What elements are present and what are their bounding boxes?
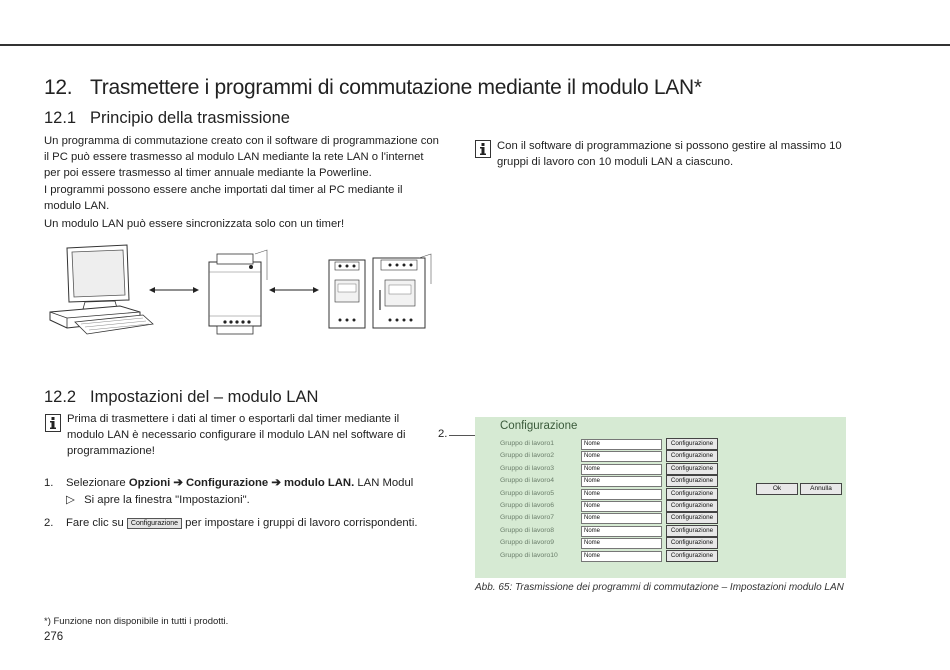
lan-module-icon xyxy=(209,250,267,334)
cancel-button[interactable]: Annulla xyxy=(800,483,842,495)
workgroup-row xyxy=(500,513,740,525)
workgroup-name-input[interactable]: Nome xyxy=(581,439,662,450)
configurazione-button[interactable]: Configurazione xyxy=(666,537,718,549)
workgroup-label: Gruppo di lavoro5 xyxy=(500,489,555,497)
workgroup-label: Gruppo di lavoro7 xyxy=(500,514,555,522)
step-prefix: Selezionare xyxy=(66,477,129,489)
step-prefix-2: Fare clic su xyxy=(66,517,127,529)
workgroup-row xyxy=(500,501,740,513)
workgroup-row xyxy=(500,551,740,563)
result-marker-icon: ▷ xyxy=(66,494,75,506)
panel-title: Configurazione xyxy=(500,420,578,432)
timer-icon xyxy=(329,254,431,328)
workgroup-label: Gruppo di lavoro10 xyxy=(500,551,558,559)
arrow-icon-2: ➔ xyxy=(268,477,284,489)
chapter-title: Trasmettere i programmi di commutazione mediante il modulo LAN* xyxy=(90,76,702,99)
info-icon xyxy=(475,140,491,158)
step-suffix-2: per impostare i gruppi di lavoro corrispondenti. xyxy=(182,517,418,529)
info-icon-2 xyxy=(45,414,61,432)
menu-configurazione: Configurazione xyxy=(185,477,269,489)
workgroup-row xyxy=(500,489,740,501)
workgroup-name-input[interactable]: Nome xyxy=(581,501,662,512)
section-number-2: 12.2 xyxy=(44,388,77,406)
step-number-2: 2. xyxy=(44,517,54,529)
configurazione-button[interactable]: Configurazione xyxy=(666,450,718,462)
step-1 xyxy=(44,475,424,509)
paragraph-2: I programmi possono essere anche importati dal timer al PC mediante il modulo LAN. xyxy=(44,184,403,212)
workgroup-label: Gruppo di lavoro8 xyxy=(500,526,555,534)
info-note-2: Prima di trasmettere i dati al timer o esportarli dal timer mediante il modulo LAN è necessario configurare il modulo LAN nel software di programmazione! xyxy=(67,413,406,457)
workgroup-name-input[interactable]: Nome xyxy=(581,538,662,549)
page-number: 276 xyxy=(44,631,64,643)
double-arrow-icon xyxy=(149,287,199,293)
step-text xyxy=(66,475,413,491)
configurazione-button[interactable]: Configurazione xyxy=(666,438,718,450)
arrow-icon: ➔ xyxy=(170,477,186,489)
footnote: *) Funzione non disponibile in tutti i prodotti. xyxy=(44,616,229,627)
workgroup-row xyxy=(500,538,740,550)
top-rule xyxy=(0,44,950,46)
callout-label: 2. xyxy=(438,428,448,440)
step-number: 1. xyxy=(44,477,54,489)
configuration-panel xyxy=(475,417,846,578)
workgroup-label: Gruppo di lavoro6 xyxy=(500,502,555,509)
workgroup-row xyxy=(500,464,740,476)
workgroup-name-input[interactable]: Nome xyxy=(581,489,662,500)
menu-modulo-lan: modulo LAN. xyxy=(283,477,355,489)
workgroup-name-input[interactable]: Nome xyxy=(581,476,662,487)
section-title-2: Impostazioni del – modulo LAN xyxy=(90,388,319,406)
section-heading-12-2 xyxy=(44,388,318,407)
step-suffix: LAN Modul xyxy=(354,477,414,489)
step-result xyxy=(66,492,250,508)
workgroup-label: Gruppo di lavoro4 xyxy=(500,477,555,485)
section-title: Principio della trasmissione xyxy=(90,109,290,127)
workgroup-label: Gruppo di lavoro1 xyxy=(500,440,555,447)
workgroup-row xyxy=(500,439,740,451)
configurazione-button[interactable]: Configurazione xyxy=(666,475,718,487)
workgroup-name-input[interactable]: Nome xyxy=(581,551,662,562)
configurazione-button[interactable]: Configurazione xyxy=(666,512,718,524)
section-number: 12.1 xyxy=(44,109,77,127)
transmission-illustration xyxy=(45,240,435,340)
ok-button[interactable]: Ok xyxy=(756,483,798,495)
figure-caption: Abb. 65: Trasmissione dei programmi di commutazione – Impostazioni modulo LAN xyxy=(475,582,844,593)
workgroup-label: Gruppo di lavoro3 xyxy=(500,464,555,472)
paragraph-1: Un programma di commutazione creato con il software di programmazione con il PC può essere trasmesso al modulo LAN mediante la rete LAN o l'internet per poi essere trasmesso al timer annuale mediante la Powerline. xyxy=(44,135,439,179)
step-text-2 xyxy=(66,515,417,531)
info-note-1: Con il software di programmazione si possono gestire al massimo 10 gruppi di lavoro con 10 moduli LAN a ciascuno. xyxy=(497,140,842,168)
workgroup-row xyxy=(500,451,740,463)
workgroup-name-input[interactable]: Nome xyxy=(581,513,662,524)
configurazione-button[interactable]: Configurazione xyxy=(666,550,718,562)
chapter-number: 12. xyxy=(44,76,73,99)
double-arrow-icon-2 xyxy=(269,287,319,293)
chapter-heading xyxy=(44,76,702,100)
step-2 xyxy=(44,515,424,531)
workgroup-row xyxy=(500,526,740,538)
workgroup-row xyxy=(500,476,740,488)
workgroup-label: Gruppo di lavoro9 xyxy=(500,539,555,547)
configurazione-button[interactable]: Configurazione xyxy=(666,500,718,512)
result-text: Si apre la finestra "Impostazioni". xyxy=(84,494,250,506)
computer-icon xyxy=(50,245,153,334)
paragraph-3: Un modulo LAN può essere sincronizzata solo con un timer! xyxy=(44,218,345,230)
workgroup-name-input[interactable]: Nome xyxy=(581,464,662,475)
configurazione-button[interactable]: Configurazione xyxy=(666,525,718,537)
workgroup-name-input[interactable]: Nome xyxy=(581,451,662,462)
configurazione-button[interactable]: Configurazione xyxy=(666,463,718,475)
workgroup-name-input[interactable]: Nome xyxy=(581,526,662,537)
section-heading-12-1 xyxy=(44,109,290,128)
workgroup-label: Gruppo di lavoro2 xyxy=(500,452,555,460)
menu-opzioni: Opzioni xyxy=(128,477,171,489)
configurazione-button[interactable]: Configurazione xyxy=(666,488,718,500)
configurazione-inline-button: Configurazione xyxy=(127,518,182,529)
